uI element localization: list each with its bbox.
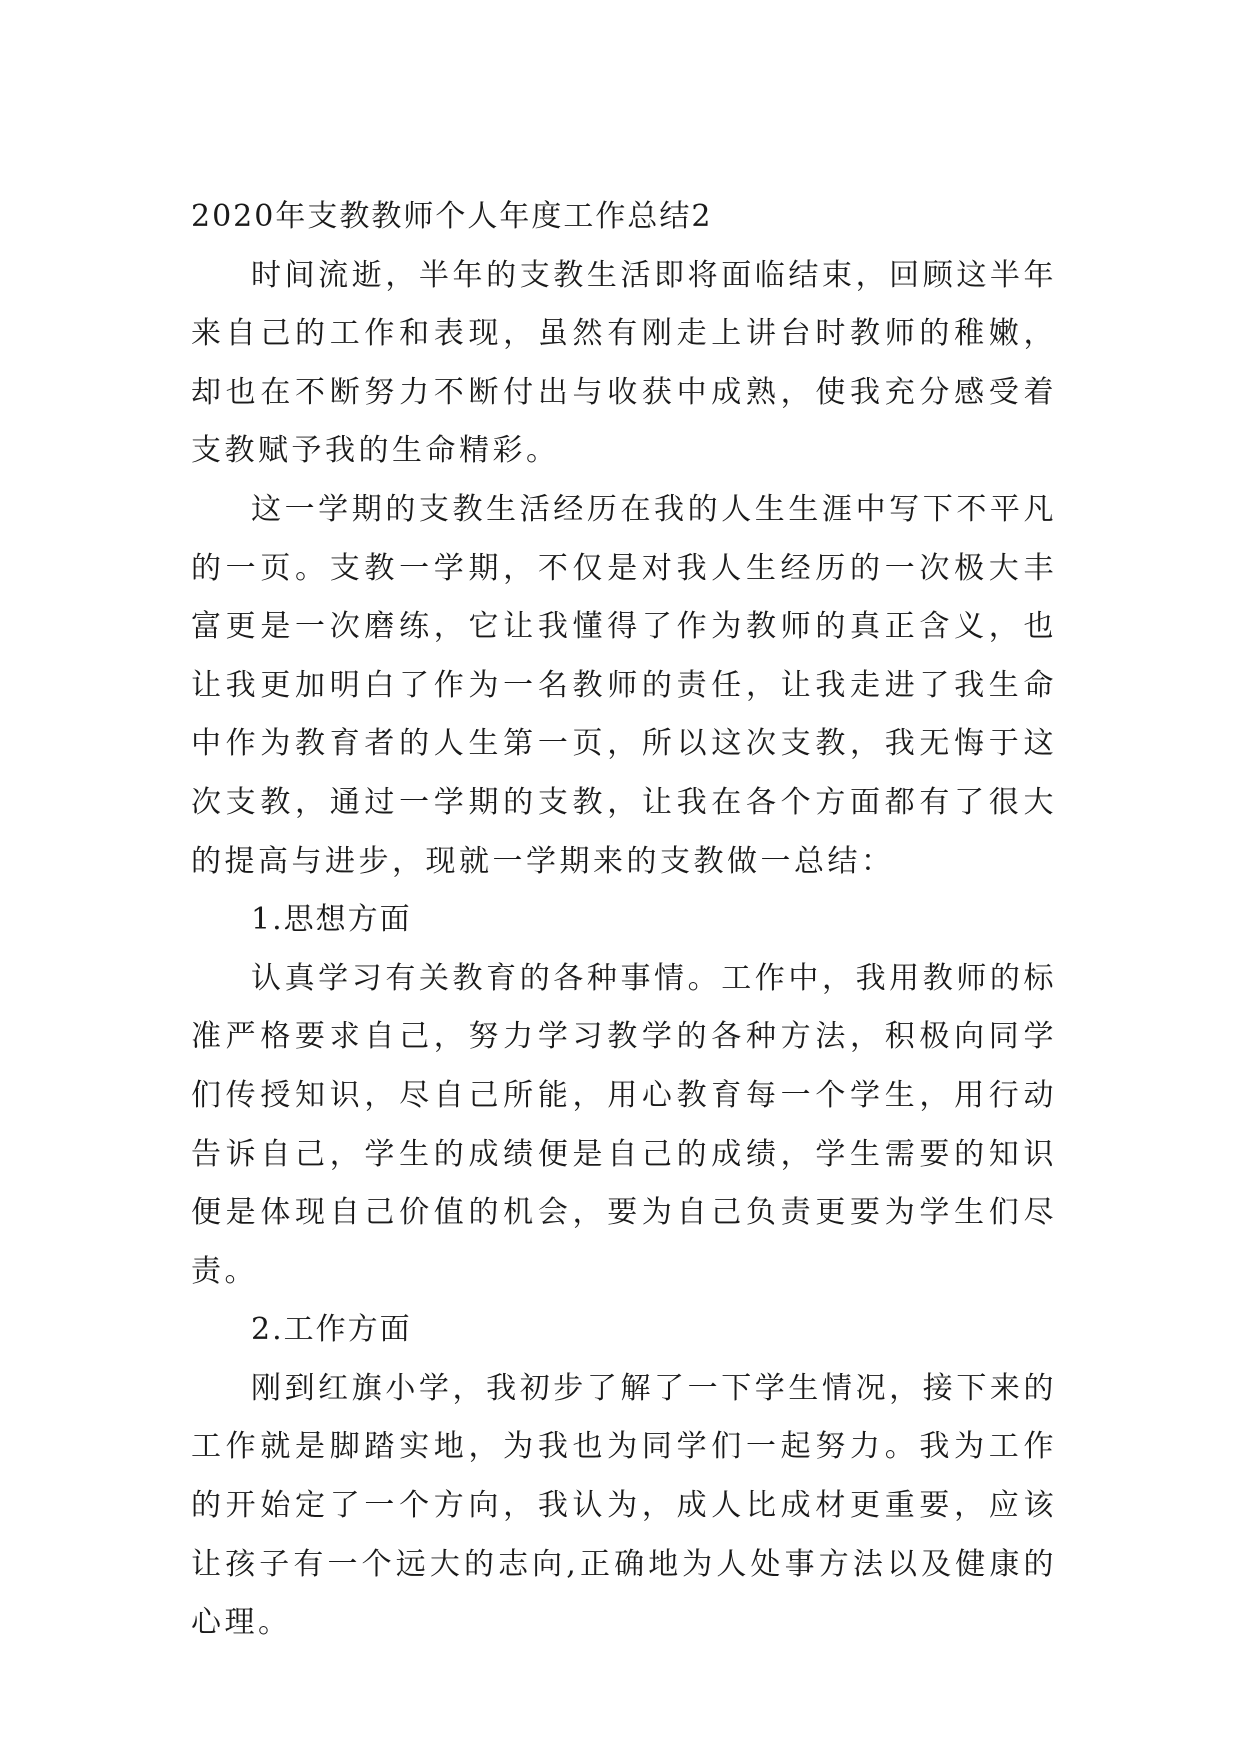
document-body bbox=[191, 188, 1057, 1653]
paragraph-thought: 认真学习有关教育的各种事情。工作中，我用教师的标准严格要求自己，努力学习教学的各种方法，积极向同学们传授知识，尽自己所能，用心教育每一个学生，用行动告诉自己，学生的成绩便是自己的成绩，学生需要的知识便是体现自己价值的机会，要为自己负责更要为学生们尽责。 bbox=[191, 960, 1057, 1289]
section-heading-work: 2.工作方面 bbox=[251, 1312, 412, 1348]
paragraph-intro: 时间流逝，半年的支教生活即将面临结束，回顾这半年来自己的工作和表现，虽然有刚走上讲台时教师的稚嫩，却也在不断努力不断付出与收获中成熟，使我充分感受着支教赋予我的生命精彩。 bbox=[191, 257, 1057, 469]
paragraph-work: 刚到红旗小学，我初步了解了一下学生情况，接下来的工作就是脚踏实地，为我也为同学们一起努力。我为工作的开始定了一个方向，我认为，成人比成材更重要，应该让孩子有一个远大的志向,正确地为人处事方法以及健康的心理。 bbox=[191, 1370, 1057, 1641]
paragraph-semester: 这一学期的支教生活经历在我的人生生涯中写下不平凡的一页。支教一学期，不仅是对我人生经历的一次极大丰富更是一次磨练，它让我懂得了作为教师的真正含义，也让我更加明白了作为一名教师的责任，让我走进了我生命中作为教育者的人生第一页，所以这次支教，我无悔于这次支教，通过一学期的支教，让我在各个方面都有了很大的提高与进步，现就一学期来的支教做一总结： bbox=[191, 491, 1057, 879]
section-heading-thought: 1.思想方面 bbox=[251, 902, 412, 938]
document-title: 2020年支教教师个人年度工作总结2 bbox=[191, 199, 713, 234]
